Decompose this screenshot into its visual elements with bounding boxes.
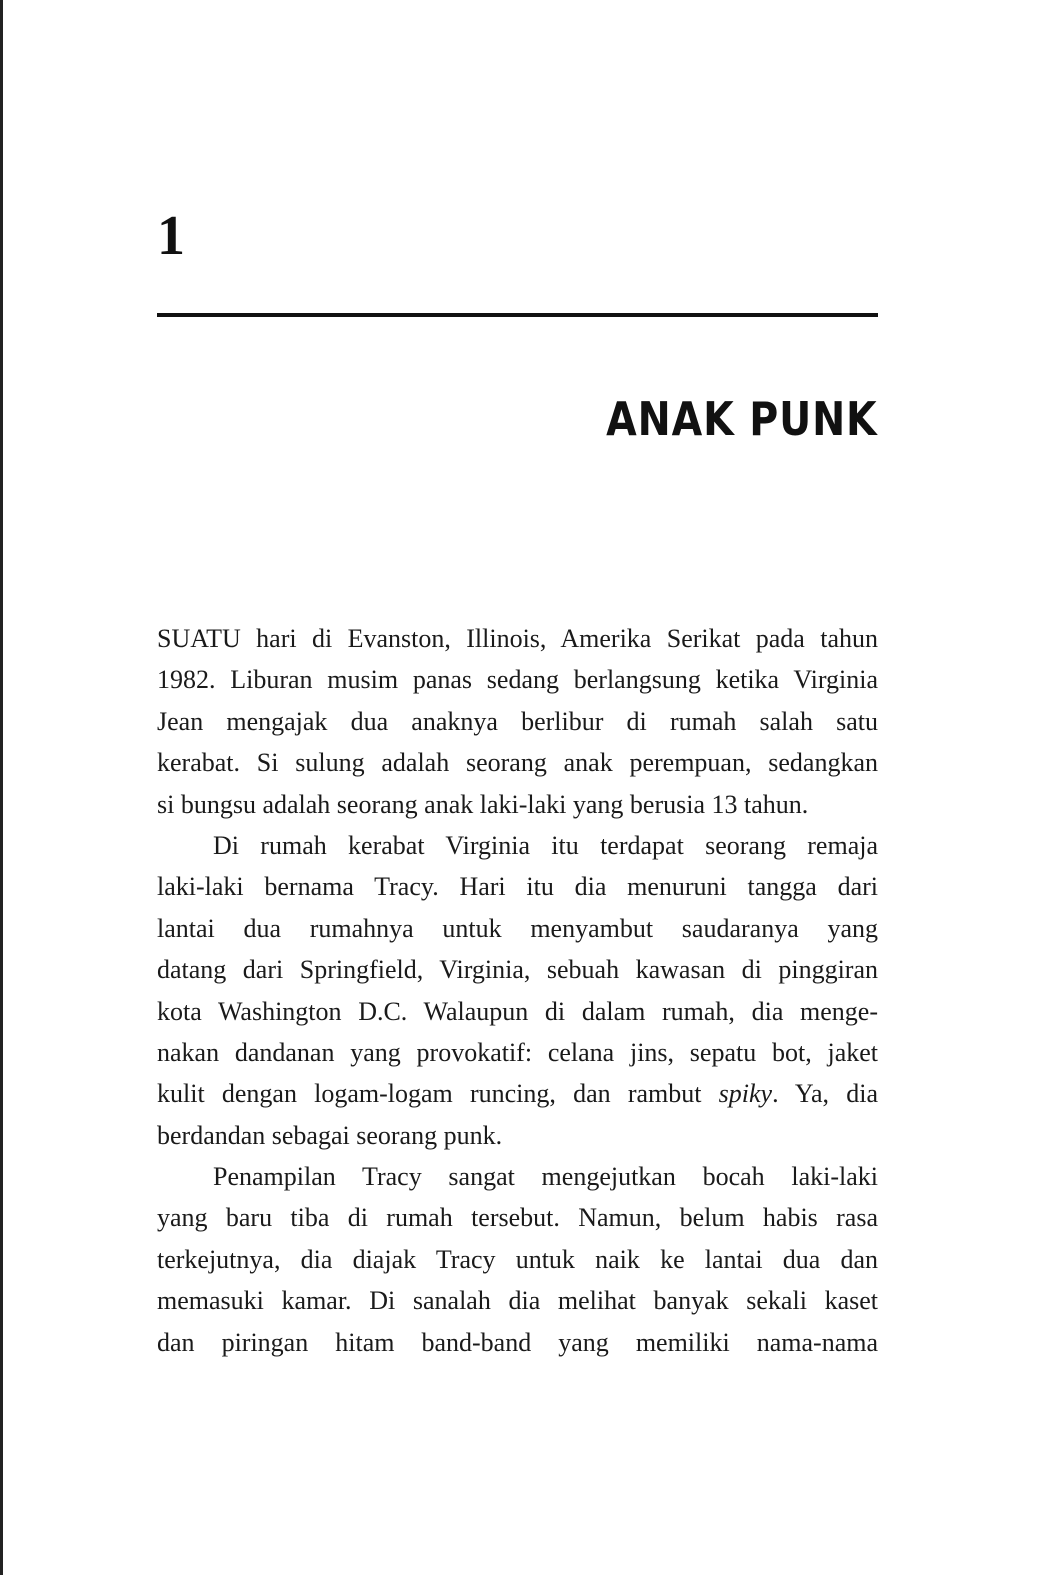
text-line: Penampilan Tracy sangat mengejutkan bocah laki-laki [213,1162,878,1192]
text-line: 1982. Liburan musim panas sedang berlangsung ketika Virginia [157,665,878,695]
chapter-number: 1 [157,205,185,267]
text-line: lantai dua rumahnya untuk menyambut saudaranya yang [157,913,878,943]
page-edge-line [0,0,3,1575]
text-line: terkejutnya, dia diajak Tracy untuk naik ke lantai dua dan [157,1244,878,1274]
text-line: memasuki kamar. Di sanalah dia melihat banyak sekali kaset [157,1286,878,1316]
text-line: yang baru tiba di rumah tersebut. Namun, belum habis rasa [157,1203,878,1233]
text-line: datang dari Springfield, Virginia, sebuah kawasan di pinggiran [157,955,878,985]
body-text [157,618,878,1363]
text-segment: . Ya, dia [772,1079,878,1109]
text-line: si bungsu adalah seorang anak laki-laki yang berusia 13 tahun. [157,789,809,819]
text-line: kota Washington D.C. Walaupun di dalam rumah, dia menge- [157,996,878,1026]
italic-word: spiky [718,1079,773,1109]
text-segment: kulit dengan logam-logam runcing, dan rambut [157,1079,719,1109]
text-line: nakan dandanan yang provokatif: celana jins, sepatu bot, jaket [157,1037,878,1067]
text-line: laki-laki bernama Tracy. Hari itu dia menuruni tangga dari [157,872,878,902]
text-line: berdandan sebagai seorang punk. [157,1120,503,1150]
text-line [157,1073,878,1114]
text-line: kerabat. Si sulung adalah seorang anak perempuan, sedangkan [157,748,878,778]
chapter-title: ANAK PUNK [606,392,878,446]
text-line: dan piringan hitam band-band yang memiliki nama-nama [157,1327,878,1357]
text-line: Jean mengajak dua anaknya berlibur di rumah salah satu [157,706,878,736]
text-line: SUATU hari di Evanston, Illinois, Amerika Serikat pada tahun [157,624,878,653]
chapter-divider [157,313,878,317]
text-line: Di rumah kerabat Virginia itu terdapat seorang remaja [213,830,878,860]
